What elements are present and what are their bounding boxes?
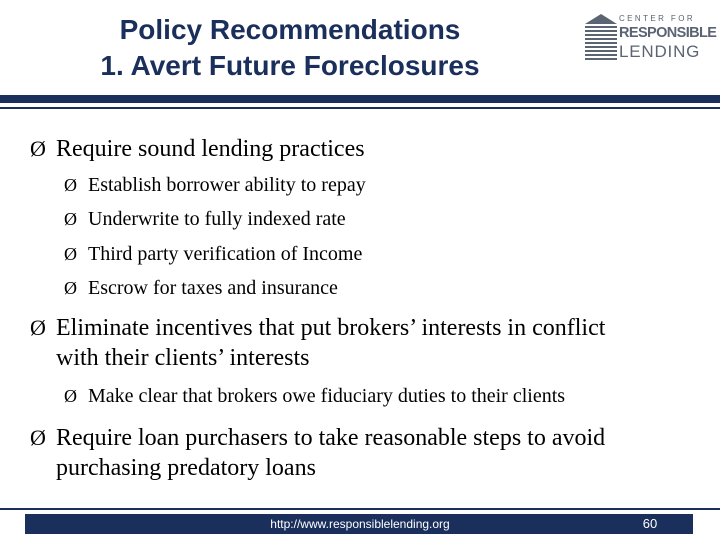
slide-title [30,12,550,84]
bullet-2-sub-1 [64,383,565,409]
bullet-1-sub-1-text: Establish borrower ability to repay [88,174,366,196]
bullet-1-sub-3 [64,241,362,267]
footer-url: http://www.responsiblelending.org [270,517,450,531]
arrow-bullet-icon: Ø [30,425,46,450]
logo-wordmark [619,12,717,61]
bullet-2 [30,313,650,373]
bullet-1 [30,134,365,164]
arrow-bullet-icon: Ø [30,315,46,340]
logo-line-responsible: RESPONSIBLE [619,25,717,41]
bullet-3 [30,423,650,483]
slide-title-line2: 1. Avert Future Foreclosures [100,50,480,81]
bullet-1-sub-2 [64,206,346,232]
bullet-1-sub-4 [64,275,338,301]
bullet-1-text: Require sound lending practices [56,136,365,162]
footer-divider [0,508,720,510]
bullet-3-text: Require loan purchasers to take reasonable steps to avoid purchasing predatory loans [56,425,606,481]
bullet-2-sub-1-text: Make clear that brokers owe fiduciary duties to their clients [88,385,566,407]
logo-line-center-for: CENTER FOR [619,14,695,23]
bullet-1-sub-1 [64,172,366,198]
arrow-bullet-icon: Ø [64,244,77,264]
header-divider-thin [0,107,720,109]
logo-line-lending: LENDING [619,42,701,61]
arrow-bullet-icon: Ø [64,209,77,229]
header-divider-thick [0,95,720,103]
bullet-2-text: Eliminate incentives that put brokers’ interests in conflict with their clients’ interests [56,315,606,371]
slide-title-line1: Policy Recommendations [119,14,461,45]
building-columns-icon [585,14,617,60]
arrow-bullet-icon: Ø [64,278,77,298]
arrow-bullet-icon: Ø [64,386,77,406]
center-for-responsible-lending-logo [585,12,717,66]
bullet-1-sub-3-text: Third party verification of Income [88,243,363,265]
bullet-1-sub-2-text: Underwrite to fully indexed rate [88,208,346,230]
bullet-1-sub-4-text: Escrow for taxes and insurance [88,277,338,299]
arrow-bullet-icon: Ø [30,136,46,161]
slide-page-number: 60 [642,516,658,531]
arrow-bullet-icon: Ø [64,175,77,195]
